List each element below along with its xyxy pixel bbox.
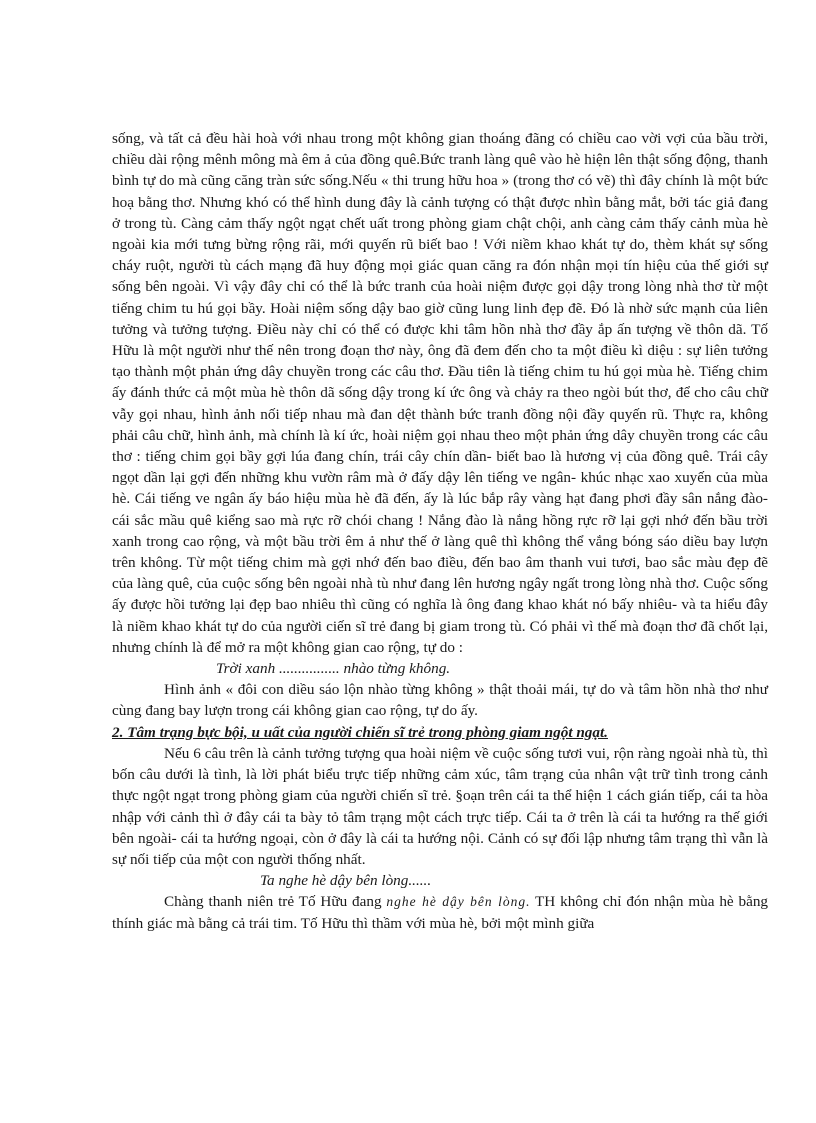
paragraph-summer-landscape: sống, và tất cả đều hài hoà với nhau trong một không gian thoáng đãng có chiều cao vời vợi của bầu trời, chiều dài rộng mênh mông mà êm ả của đồng quê.Bức tranh làng quê vào hè hiện lên thật sống động, thanh bình tự do mà cũng căng tràn sức sống.Nếu « thi trung hữu hoa » (trong thơ có vẽ) thì đây chính là một bức hoạ bằng thơ. Nhưng khó có thể hình dung đây là cảnh tượng có thật được nhìn bằng mắt, bởi tác giả đang ở trong tù. Càng cảm thấy ngột ngạt chết uất trong phòng giam chật chội, anh càng cảm thấy cảnh mùa hè ngoài kia mới tưng bừng rộng rãi, mới quyến rũ biết bao ! Với niềm khao khát tự do, thèm khát sự sống cháy ruột, người tù cách mạng đã huy động mọi giác quan căng ra đón nhận mọi tín hiệu của thế giới sự sống bên ngoài. Vì vậy đây chỉ có thể là bức tranh của hoài niệm được gọi dậy trong lòng nhà thơ từ một tiếng chim tu hú gọi bầy. Hoài niệm sống dậy bao giờ cũng lung linh đẹp đẽ. Đó là nhờ sức mạnh của liên tưởng và tưởng tượng. Điều này chỉ có thể có được khi tâm hồn nhà thơ đầy ắp ấn tượng về thôn dã. Tố Hữu là một người như thế nên trong đoạn thơ này, ông đã đem đến cho ta một điều kì diệu : sự liên tưởng tạo thành một phản ứng dây chuyền trong các câu thơ. Đầu tiên là tiếng chim tu hú gọi mùa hè. Tiếng chim ấy đánh thức cả một mùa hè thôn dã sống dậy trong kí ức ông và chảy ra theo ngòi bút thơ, để cho câu chữ vẫy gọi nhau, hình ảnh nối tiếp nhau mà đan dệt thành bức tranh đồng nội đầy quyến rũ. Thực ra, không phải câu chữ, hình ảnh, mà chính là kí ức, hoài niệm gọi nhau theo một phản ứng dây chuyền trong các câu thơ : tiếng chim gọi bầy gợi lúa đang chín, trái cây chín dần- biết bao là hương vị của đồng quê. Trái cây ngọt dần lại gợi đến những khu vườn râm mà ở đấy dậy lên tiếng ve ngân- khúc nhạc xao xuyến của mùa hè. Cái tiếng ve ngân ấy báo hiệu mùa hè đã đến, ấy là lúc bắp rây vàng hạt đang phơi đầy sân nắng đào- cái sắc mầu quê kiểng sao mà rực rỡ chói chang ! Nắng đào là nắng hồng rực rỡ lại gợi nhớ đến bầu trời xanh trong cao rộng, và một bầu trời êm ả như thế ở làng quê thì không thể vắng bóng sáo diều bay lượn trên không. Từ một tiếng chim mà gợi nhớ đến bao điều, đến bao âm thanh vui tươi, bao sắc màu đẹp đẽ của làng quê, của cuộc sống bên ngoài nhà tù như đang lên hương ngây ngất trong lòng nhà thơ. Cuộc sống ấy được hồi tưởng lại đẹp bao nhiêu thì cũng có nghĩa là ông đang khao khát nó bấy nhiêu- và ta hiểu đây là niềm khao khát tự do của người ciến sĩ trẻ đang bị giam trong tù. Có phải vì thế mà đoạn thơ đã chốt lại, nhưng chính là để mở ra một không gian cao rộng, tự do : bbox=[112, 130, 768, 656]
section-heading-2: 2. Tâm trạng bực bội, u uất của người chiến sĩ trẻ trong phòng giam ngột ngạt. bbox=[112, 723, 608, 741]
poem-quote-summer: Ta nghe hè dậy bên lòng...... bbox=[260, 872, 432, 890]
paragraph-inner-mood: Nếu 6 câu trên là cảnh tưởng tượng qua hoài niệm về cuộc sống tươi vui, rộn ràng ngoài nhà tù, thì bốn câu dưới là tình, là lời phát biểu trực tiếp những cảm xúc, tâm trạng của nhân vật trữ tình trong cảnh thực ngột ngạt trong phòng giam của người chiến sĩ trẻ. §oạn trên cái ta thể hiện 1 cách gián tiếp, cái ta hòa nhập với cảnh thì ở đây cái ta bày tỏ tâm trạng một cách trực tiếp. Cái ta ở trên là cái ta hướng ra thế giới bên ngoài- cái ta hướng ngoại, còn ở đây là cái ta hướng nội. Cảnh có sự đối lập nhưng tâm trạng thì vẫn là sự nối tiếp của một con người thống nhất. bbox=[112, 744, 768, 868]
paragraph-hearing-summer bbox=[112, 891, 768, 933]
document-page bbox=[112, 128, 768, 934]
poem-quote-sky: Trời xanh ................ nhào từng không. bbox=[216, 660, 451, 678]
paragraph-4-end: TH không chỉ đón nhận mùa hè bằng thính giác mà bằng cả trái tim. Tố Hữu thì thầm với mùa hè, bởi một mình giữa bbox=[112, 893, 769, 932]
paragraph-kites: Hình ảnh « đôi con diều sáo lộn nhào từng không » thật thoải mái, tự do và tâm hồn nhà thơ như cùng đang bay lượn trong cái không gian cao rộng, tự do ấy. bbox=[112, 681, 768, 720]
paragraph-4-start: Chàng thanh niên trẻ Tố Hữu đang bbox=[164, 893, 382, 911]
paragraph-4-italic-quote: nghe hè dậy bên lòng. bbox=[386, 894, 531, 910]
